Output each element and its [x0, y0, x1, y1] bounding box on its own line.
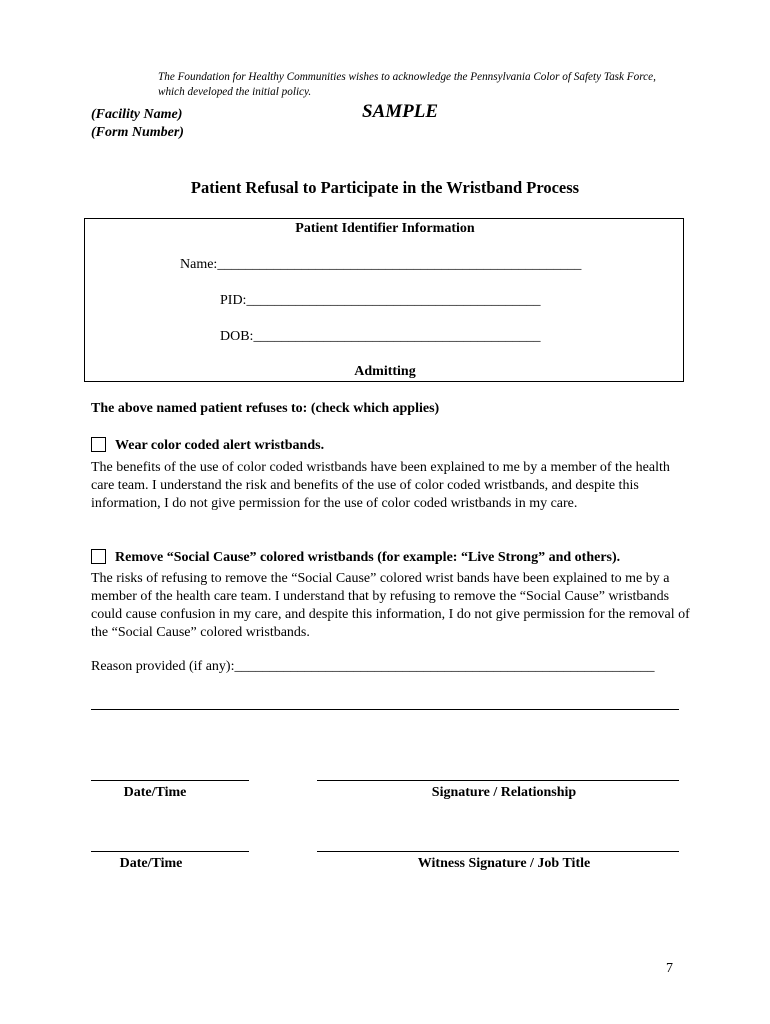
admitting-label: Admitting [354, 364, 416, 379]
wear-wristbands-checkbox[interactable] [91, 437, 106, 452]
option-heading: Remove “Social Cause” colored wristbands (for example: “Live Strong” and others). [115, 550, 621, 565]
facility-block [91, 106, 184, 142]
date-time-line[interactable] [91, 780, 249, 781]
patient-identifier-box [84, 218, 684, 382]
date-time-label: Date/Time [123, 785, 187, 800]
acknowledgement-note: The Foundation for Healthy Communities wishes to acknowledge the Pennsylvania Color of Safety Task Force, which developed the initial policy. [158, 71, 656, 98]
witness-date-time-label: Date/Time [119, 856, 183, 871]
option-heading: Wear color coded alert wristbands. [115, 438, 325, 453]
option-description: The benefits of the use of color coded wristbands have been explained to me by a member of the health care team. I understand the risk and benefits of the use of color coded wristbands, and despite this information, I do not give permission for the use of color coded wristbands in my care. [91, 460, 670, 511]
pid-field[interactable]: PID:__________________________________________ [220, 293, 541, 308]
form-number: (Form Number) [91, 125, 184, 140]
option-description: The risks of refusing to remove the “Social Cause” colored wrist bands have been explained to me by a member of the health care team. I understand that by refusing to remove the “Social Cause” wristbands could cause confusion in my care, and despite this information, I do not give permission for the removal of the “Social Cause” colored wristbands. [91, 571, 690, 640]
identifier-heading: Patient Identifier Information [295, 221, 475, 236]
name-field[interactable]: Name:____________________________________________________ [180, 257, 582, 272]
witness-date-time-line[interactable] [91, 851, 249, 852]
signature-line[interactable] [317, 780, 679, 781]
page-number: 7 [666, 961, 673, 976]
refusal-prompt: The above named patient refuses to: (check which applies) [91, 401, 440, 416]
reason-continuation-line[interactable] [91, 709, 679, 710]
form-title: Patient Refusal to Participate in the Wristband Process [190, 178, 580, 197]
reason-field[interactable]: Reason provided (if any):____________________________________________________________ [91, 659, 655, 674]
option-wear-wristbands [91, 438, 324, 454]
dob-field[interactable]: DOB:_________________________________________ [220, 329, 541, 344]
option-remove-social-cause [91, 550, 620, 566]
remove-social-cause-checkbox[interactable] [91, 549, 106, 564]
signature-relationship-label: Signature / Relationship [431, 785, 577, 800]
facility-name: (Facility Name) [91, 107, 183, 122]
sample-label: SAMPLE [362, 101, 439, 122]
witness-signature-label: Witness Signature / Job Title [417, 856, 591, 871]
witness-signature-line[interactable] [317, 851, 679, 852]
